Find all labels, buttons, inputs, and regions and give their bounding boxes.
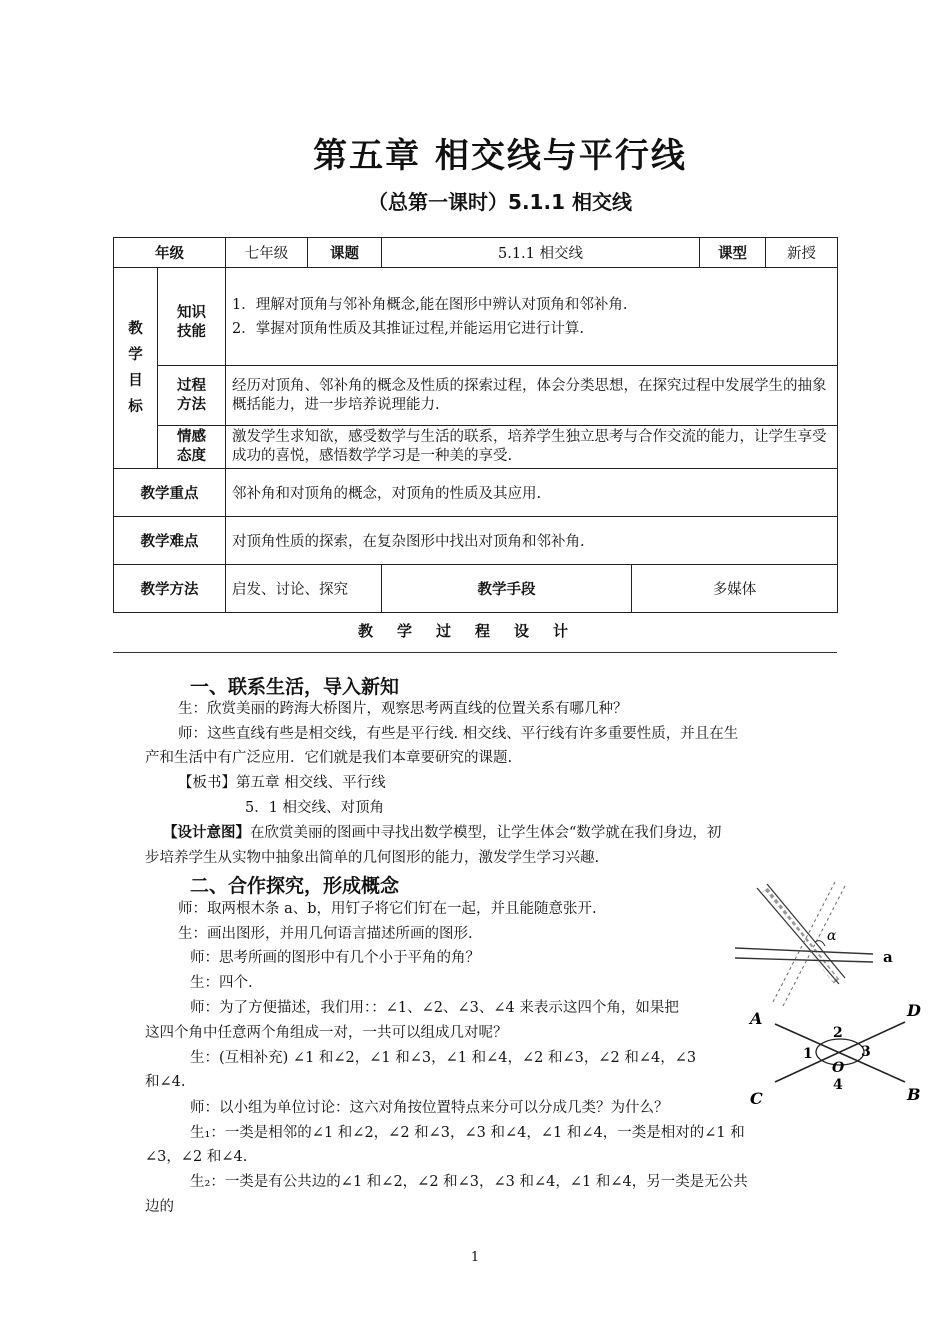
design-intent-cont: 步培养学生从实物中抽象出简单的几何图形的能力，激发学生学习兴趣. bbox=[145, 850, 600, 866]
board-note-sub: 5．1 相交线、对顶角 bbox=[245, 800, 385, 816]
section2-line: 生₁：一类是相邻的∠1 和∠2，∠2 和∠3，∠3 和∠4，∠1 和∠4，一类是相对的∠1 和 bbox=[190, 1125, 745, 1141]
section2-line: 师：思考所画的图形中有几个小于平角的角？ bbox=[190, 950, 480, 966]
angle-2-label: 2 bbox=[833, 1025, 843, 1041]
topic-label: 课题 bbox=[308, 238, 382, 268]
section2-line: 生：四个. bbox=[190, 975, 253, 991]
angle-diagram bbox=[748, 1001, 921, 1108]
section1-line: 产和生活中有广泛应用．它们就是我们本章要研究的课题. bbox=[145, 750, 513, 766]
angle-1-label: 1 bbox=[803, 1046, 813, 1062]
point-d-label: D bbox=[907, 1001, 921, 1020]
knowledge-label: 知识 技能 bbox=[158, 268, 226, 366]
section2-line: 这四个角中任意两个角组成一对，一共可以组成几对呢？ bbox=[145, 1025, 508, 1041]
type-value: 新授 bbox=[766, 238, 838, 268]
point-c-label: C bbox=[750, 1089, 763, 1108]
point-a-label: A bbox=[750, 1009, 763, 1028]
section2-line: ∠3，∠2 和∠4. bbox=[145, 1149, 248, 1165]
line-a-label: a bbox=[883, 948, 893, 966]
point-b-label: B bbox=[907, 1085, 921, 1104]
sticks-diagram bbox=[735, 882, 893, 1006]
difficulty-content: 对顶角性质的探索，在复杂图形中找出对顶角和邻补角. bbox=[226, 517, 838, 565]
type-label: 课型 bbox=[700, 238, 766, 268]
key-points-content: 邻补角和对顶角的概念，对顶角的性质及其应用. bbox=[226, 469, 838, 517]
attitude-content: 激发学生求知欲，感受数学与生活的联系，培养学生独立思考与合作交流的能力，让学生享受成功的喜悦，感悟数学学习是一种美的享受. bbox=[226, 426, 838, 469]
design-intent: 【设计意图】在欣赏美丽的图画中寻找出数学模型，让学生体会“数学就在我们身边，初 bbox=[163, 825, 722, 841]
section2-line: 师：以小组为单位讨论：这六对角按位置特点来分可以分成几类？为什么？ bbox=[190, 1100, 669, 1116]
section2-line: 师：取两根木条 a、b，用钉子将它们钉在一起，并且能随意张开. bbox=[178, 901, 597, 917]
means-content: 多媒体 bbox=[632, 565, 838, 613]
objectives-label: 教 学 目 标 bbox=[114, 268, 158, 469]
section1-heading: 一、联系生活，导入新知 bbox=[190, 676, 400, 698]
key-points-label: 教学重点 bbox=[114, 469, 226, 517]
design-intent-label: 【设计意图】 bbox=[163, 825, 250, 841]
section1-line: 生：欣赏美丽的跨海大桥图片，观察思考两直线的位置关系有哪几种？ bbox=[178, 701, 628, 717]
process-content: 经历对顶角、邻补角的概念及性质的探索过程，体会分类思想，在探究过程中发展学生的抽象概括能力，进一步培养说理能力. bbox=[226, 366, 838, 426]
attitude-label: 情感 态度 bbox=[158, 426, 226, 469]
section2-line: 生₂：一类是有公共边的∠1 和∠2，∠2 和∠3，∠3 和∠4，∠1 和∠4，另一类是无公共 bbox=[190, 1174, 748, 1190]
method-content: 启发、讨论、探究 bbox=[226, 565, 382, 613]
difficulty-label: 教学难点 bbox=[114, 517, 226, 565]
page-number: 1 bbox=[470, 1250, 480, 1265]
section2-line: 生：画出图形，并用几何语言描述所画的图形. bbox=[178, 926, 473, 942]
section2-line: 和∠4. bbox=[145, 1074, 186, 1090]
section2-line: 边的 bbox=[145, 1199, 174, 1215]
topic-value: 5.1.1 相交线 bbox=[382, 238, 700, 268]
angle-4-label: 4 bbox=[833, 1077, 843, 1093]
lesson-plan-table bbox=[113, 237, 838, 613]
process-label: 过程 方法 bbox=[158, 366, 226, 426]
section1-line: 师：这些直线有些是相交线，有些是平行线. 相交线、平行线有许多重要性质，并且在生 bbox=[178, 726, 739, 742]
board-note: 【板书】第五章 相交线、平行线 bbox=[178, 775, 386, 791]
lesson-title: （总第一课时）5.1.1 相交线 bbox=[368, 190, 632, 214]
section2-heading: 二、合作探究，形成概念 bbox=[190, 875, 400, 897]
grade-label: 年级 bbox=[114, 238, 226, 268]
method-label: 教学方法 bbox=[114, 565, 226, 613]
alpha-label: α bbox=[827, 928, 837, 944]
intersecting-lines-figure bbox=[735, 882, 935, 1112]
knowledge-content: 1．理解对顶角与邻补角概念,能在图形中辨认对顶角和邻补角. 2．掌握对顶角性质及其推证过程,并能运用它进行计算. bbox=[226, 268, 838, 366]
angle-3-label: 3 bbox=[861, 1044, 871, 1060]
grade-value: 七年级 bbox=[226, 238, 308, 268]
means-label: 教学手段 bbox=[382, 565, 632, 613]
point-o-label: O bbox=[832, 1060, 845, 1076]
section2-line: 生：(互相补充) ∠1 和∠2，∠1 和∠3，∠1 和∠4，∠2 和∠3，∠2 和∠4，∠3 bbox=[190, 1050, 697, 1066]
divider bbox=[113, 652, 837, 653]
process-heading: 教学过程设计 bbox=[357, 622, 592, 640]
section2-line: 师：为了方便描述，我们用：：∠1、∠2、∠3、∠4 来表示这四个角，如果把 bbox=[190, 1000, 679, 1016]
chapter-title: 第五章 相交线与平行线 bbox=[313, 136, 687, 176]
